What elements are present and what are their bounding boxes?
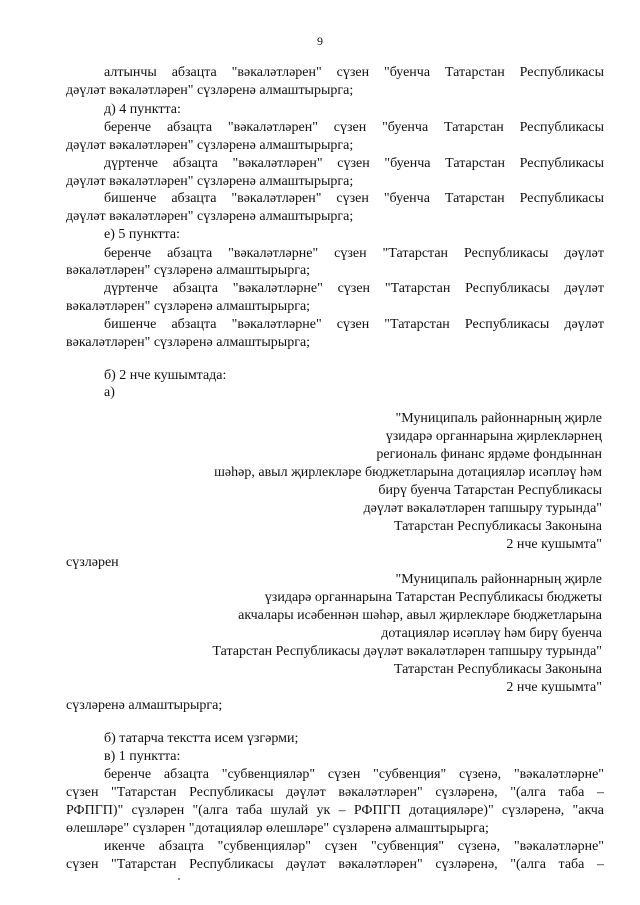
text-line: РФПГП)" сүзләрен "(алга таба шулай ук – РФПГП дотацияләре)" сүзләренә, "акча: [66, 803, 604, 818]
scan-speck: [178, 878, 180, 880]
text-line: икенче абзацта "субвенцияләр" сүзен "субвенция" сүзенә, "вәкаләтләрне": [104, 839, 604, 854]
page-number: 9: [317, 34, 323, 48]
quoted-title-line: Татарстан Республикасы Законына: [393, 519, 602, 534]
text-line: б) 2 нче кушымтада:: [104, 368, 227, 383]
text-line: дәүләт вәкаләтләрен" сүзләренә алмаштырырга;: [66, 209, 354, 224]
text-line: дәүләт вәкаләтләрен" сүзләренә алмаштырырга;: [66, 83, 354, 98]
quoted-title-line: 2 нче кушымта": [506, 680, 602, 695]
quoted-title-line: Татарстан Республикасы дәүләт вәкаләтләрен тапшыру турында": [212, 644, 602, 659]
quoted-title-line: 2 нче кушымта": [506, 537, 602, 552]
text-line: сүзләрен: [66, 555, 119, 570]
quoted-title-line: үзидарә органнарына җирлекләрнең: [385, 429, 602, 444]
text-line: сүзен "Татарстан Республикасы дәүләт вәкаләтләрен" сүзләренә, "(алга таба –: [66, 857, 604, 872]
text-line: б) татарча текстта исем үзгәрми;: [104, 731, 299, 746]
text-line: в) 1 пунктта:: [104, 749, 181, 764]
quoted-title-line: дәүләт вәкаләтләрен тапшыру турында": [363, 501, 602, 516]
text-line: вәкаләтләрен" сүзләренә алмаштырырга;: [66, 335, 311, 350]
quoted-title-line: үзидарә органнарына Татарстан Республикасы бюджеты: [264, 590, 602, 605]
text-line: бишенче абзацта "вәкаләтләрен" сүзен "буенча Татарстан Республикасы: [104, 191, 604, 206]
text-line: дәүләт вәкаләтләрен" сүзләренә алмаштырырга;: [66, 174, 354, 189]
text-line: д) 4 пунктта:: [104, 102, 181, 117]
quoted-title-line: шәһәр, авыл җирлекләре бюджетларына дотацияләр исәпләү һәм: [214, 465, 602, 480]
text-line: өлешләре" сүзләрен "дотацияләр өлешләре" сүзләренә алмаштырырга;: [66, 821, 489, 836]
text-line: вәкаләтләрен" сүзләренә алмаштырырга;: [66, 299, 311, 314]
text-line: бишенче абзацта "вәкаләтләрне" сүзен "Татарстан Республикасы дәүләт: [104, 317, 604, 332]
quoted-title-line: бирү буенча Татарстан Республикасы: [378, 483, 602, 498]
text-line: беренче абзацта "вәкаләтләрен" сүзен "буенча Татарстан Республикасы: [104, 120, 604, 135]
text-line: дәүләт вәкаләтләрен" сүзләренә алмаштырырга;: [66, 138, 354, 153]
quoted-title-line: региональ финанс ярдәме фондыннан: [376, 447, 602, 462]
text-line: алтынчы абзацта "вәкаләтләрен" сүзен "буенча Татарстан Республикасы: [104, 65, 604, 80]
quoted-title-line: акчалары исәбеннән шәһәр, авыл җирлекләре бюджетларына: [238, 608, 602, 623]
text-line: беренче абзацта "вәкаләтләрне" сүзен "Татарстан Республикасы дәүләт: [104, 246, 604, 261]
quoted-title-line: Татарстан Республикасы Законына: [393, 662, 602, 677]
text-line: сүзләренә алмаштырырга;: [66, 698, 223, 713]
text-line: сүзен "Татарстан Республикасы дәүләт вәкаләтләрен" сүзләренә, "(алга таба –: [66, 785, 604, 800]
text-line: дүртенче абзацта "вәкаләтләрен" сүзен "буенча Татарстан Республикасы: [104, 156, 604, 171]
text-line: а): [104, 385, 115, 400]
quoted-title-line: "Муниципаль районнарның җирле: [395, 572, 602, 587]
text-line: беренче абзацта "субвенцияләр" сүзен "субвенция" сүзенә, "вәкаләтләрне": [104, 767, 604, 782]
quoted-title-line: "Муниципаль районнарның җирле: [395, 411, 602, 426]
text-line: е) 5 пунктта:: [104, 227, 180, 242]
quoted-title-line: дотацияләр исәпләү һәм бирү буенча: [381, 626, 602, 641]
text-line: вәкаләтләрен" сүзләренә алмаштырырга;: [66, 263, 311, 278]
text-line: дүртенче абзацта "вәкаләтләрне" сүзен "Татарстан Республикасы дәүләт: [104, 281, 604, 296]
